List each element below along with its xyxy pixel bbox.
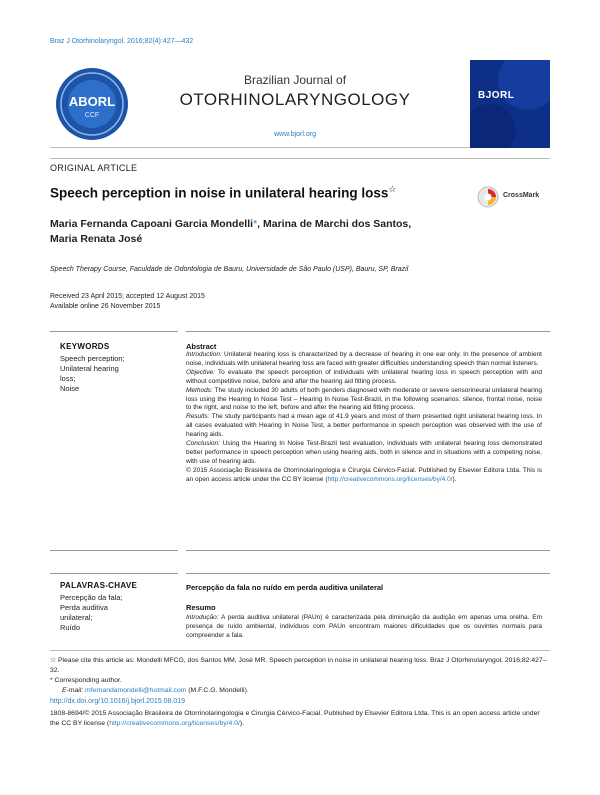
doi-link[interactable]: http://dx.doi.org/10.1016/j.bjorl.2015.08.019 — [50, 698, 186, 705]
palavras-chave-list — [60, 593, 123, 633]
abstract-heading: Abstract — [186, 342, 217, 351]
abstract-conclusion: Conclusion: Using the Hearing In Noise Test-Brazil test evaluation, individuals with unilateral hearing loss demonstrated better performance in speech perception when using hearing aids, both in silence and in situations with a competing noise, with use of hearing aids. — [186, 440, 542, 465]
citation-footnote: ☆ Please cite this article as: Mondelli MFCG, dos Santos MM, José MR. Speech perception in noise in unilateral hearing loss. Braz J Otorhinolaryngol. 2016;82:427–32. — [50, 657, 547, 674]
article-dates — [50, 292, 350, 311]
abstract-results: Results: The study participants had a mean age of 41.9 years and most of them presented right unilateral hearing loss. In all cases evaluated with Hearing In Noise Test, a better performance in speech perception was observed with the use of hearing aids. — [186, 413, 542, 439]
palavras-chave-heading: PALAVRAS-CHAVE — [60, 581, 138, 590]
abstract-body — [186, 351, 542, 485]
logo-subtext: CCF — [84, 112, 100, 119]
keyword-item: Speech perception; — [60, 354, 125, 363]
journal-cover-image — [470, 60, 550, 148]
crossmark-label: CrossMark — [503, 192, 540, 199]
label: Results: — [186, 413, 210, 421]
abstract-methods: Methods: The study included 30 adults of both genders diagnosed with moderate or severe sensorineural unilateral hearing loss using the Hearing In Noise Test – Hearing In Noise Test-Brazil, in the following scenarios: silence, frontal noise, noise to the right, and noise to the left, before and after the hearing aid fitting process. — [186, 386, 542, 412]
abstract-copyright: © 2015 Associação Brasileira de Otorrinolaringologia e Cirurgia Cérvico-Facial. Published by Elsevier Editora Ltda. This is an open access article under the CC BY license (http://creativecommons.org/licenses/by/4.0/). — [186, 466, 542, 483]
available-date: Available online 26 November 2015 — [50, 302, 161, 310]
email-footnote: E-mail: mfernandamondelli@hotmail.com (M.F.C.G. Mondelli). — [62, 687, 249, 694]
abstract-panel — [186, 331, 550, 551]
keyword-item: Ruído — [60, 623, 81, 632]
cover-label: BJORL — [478, 90, 515, 101]
corresponding-mark[interactable]: * — [253, 218, 258, 230]
label: Introduction: — [186, 351, 222, 358]
title-note-mark[interactable]: ☆ — [388, 184, 397, 194]
license-link[interactable]: http://creativecommons.org/licenses/by/4.0/ — [109, 720, 240, 727]
abstract-objective: Objective: To evaluate the speech perception of individuals with unilateral hearing loss in speech perception with and without competitive noise, before and after the hearing aid fitting process. — [186, 368, 542, 385]
label: Methods: — [186, 386, 213, 394]
article-title-text: Speech perception in noise in unilateral hearing loss — [50, 185, 389, 201]
keyword-item: Perda auditiva — [60, 603, 108, 612]
keyword-item: Unilateral hearing — [60, 364, 119, 373]
keyword-item: Percepção da fala; — [60, 593, 123, 602]
keywords-panel — [50, 331, 178, 551]
logo-text: ABORL — [68, 94, 116, 109]
author-1: Maria Fernanda Capoani Garcia Mondelli — [50, 218, 254, 230]
license-link[interactable]: http://creativecommons.org/licenses/by/4.0/ — [327, 475, 453, 483]
crossmark-badge[interactable] — [477, 184, 557, 212]
article-type: ORIGINAL ARTICLE — [50, 163, 138, 173]
journal-url-link[interactable]: www.bjorl.org — [273, 131, 316, 138]
affiliation: Speech Therapy Course, Faculdade de Odontologia de Bauru, Universidade de São Paulo (USP), Bauru, SP, Brazil — [50, 266, 409, 273]
corresponding-footnote: * Corresponding author. — [50, 677, 122, 684]
keyword-item: loss; — [60, 374, 76, 383]
resumo-body: Introdução: A perda auditiva unilateral (PAUn) é caracterizada pela diminuição da audição em apenas uma orelha. Em presença de ruído ambiental, indivíduos com PAUn encontram maiores dificuldades que os ouvintes normais para compreender a fala. — [186, 614, 542, 639]
article-title — [50, 184, 470, 201]
header-divider — [50, 158, 550, 159]
resumo-heading: Resumo — [186, 603, 216, 612]
journal-title: OTORHINOLARYNGOLOGY — [179, 90, 411, 109]
journal-subtitle: Brazilian Journal of — [243, 73, 347, 87]
portuguese-title: Percepção da fala no ruído em perda auditiva unilateral — [186, 583, 384, 592]
keywords-heading: KEYWORDS — [60, 342, 110, 351]
keyword-item: unilateral; — [60, 613, 93, 622]
keyword-item: Noise — [60, 384, 80, 393]
label: Objective: — [186, 368, 215, 376]
footnote-divider — [50, 650, 550, 651]
authors-rest: , Marina de Marchi dos Santos, — [257, 218, 412, 230]
label: Conclusion: — [186, 440, 220, 448]
received-date: Received 23 April 2015; accepted 12 August 2015 — [50, 293, 205, 300]
crossmark-icon — [477, 186, 499, 208]
abstract-introduction: Introduction: Unilateral hearing loss is characterized by a decrease of hearing in one ear only. In the presence of ambient noise, individuals with unilateral hearing loss are faced with greater difficulties understanding speech than normal listeners. — [186, 351, 542, 367]
footnotes — [50, 656, 550, 696]
citation-link[interactable]: Braz J Otorhinolaryngol. 2016;82(4):427—432 — [50, 38, 194, 45]
keywords-list — [60, 354, 125, 394]
copyright-notice: 1808-8694/© 2015 Associação Brasileira de Otorrinolaringologia e Cirurgia Cérvico-Facial. Published by Elsevier Editora Ltda. This is an open access article under the CC BY license (http://creativecommons.org/licenses/by/4.0/). — [50, 710, 540, 727]
palavras-chave-panel — [50, 573, 178, 643]
label: Introdução: — [186, 614, 219, 621]
author-list — [50, 217, 510, 247]
author-3: Maria Renata José — [50, 233, 143, 245]
resumo-panel — [186, 573, 550, 643]
email-link[interactable]: mfernandamondelli@hotmail.com — [85, 687, 187, 694]
